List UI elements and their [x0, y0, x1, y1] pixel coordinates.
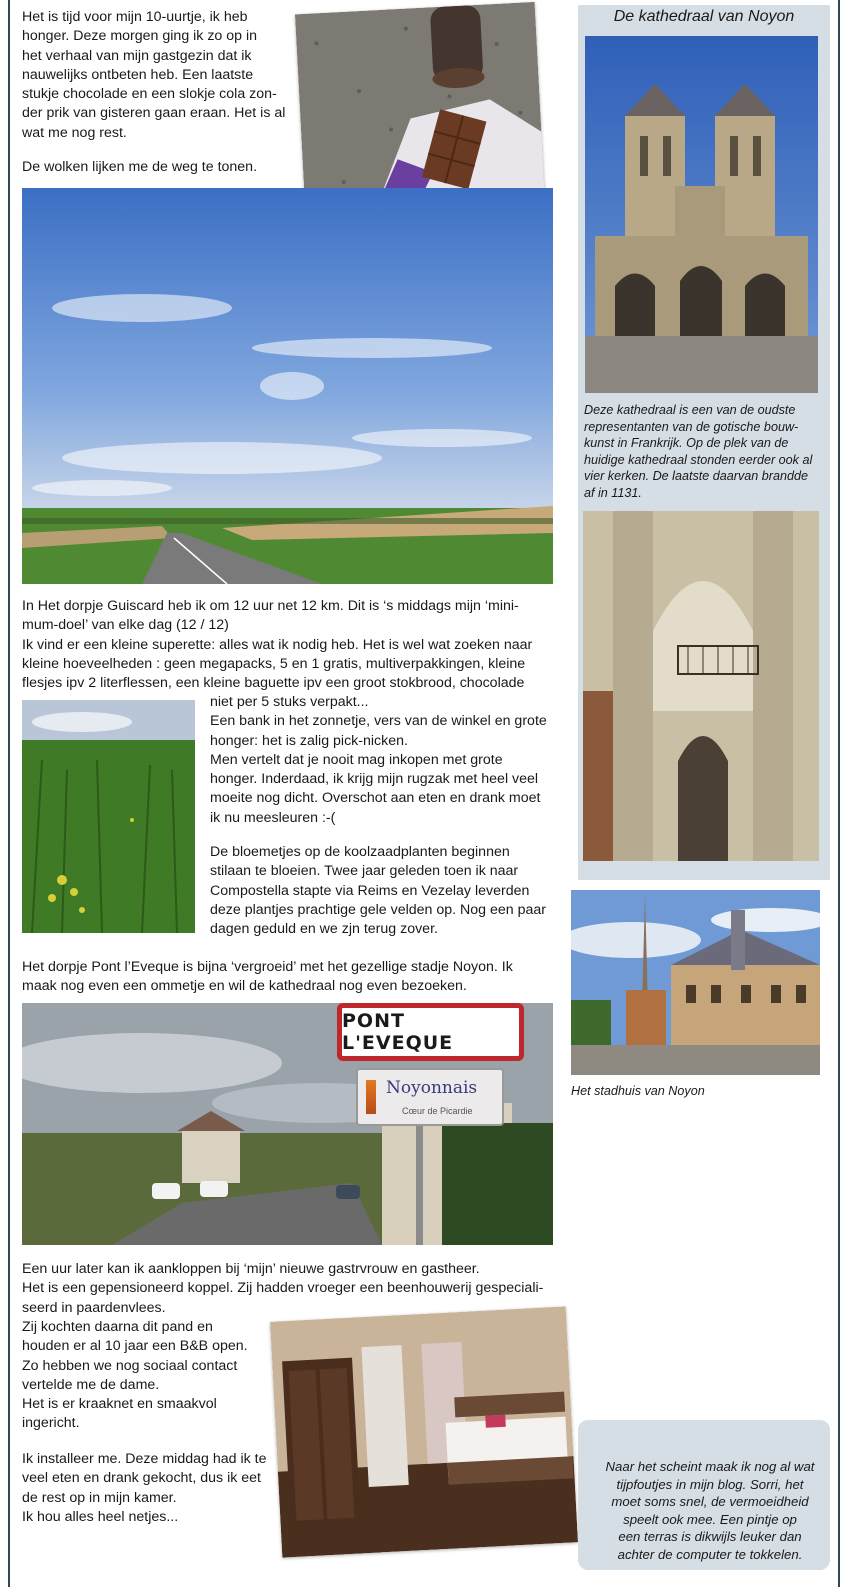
rapeseed-photo: [22, 700, 195, 933]
page-border-left: [8, 0, 10, 1587]
chocolate-photo: [295, 2, 545, 214]
city-hall-caption: Het stadhuis van Noyon: [571, 1084, 705, 1098]
pays-noyonnais-sign: [356, 1068, 504, 1126]
paragraph-snack: Het is tijd voor mijn 10-uurtje, ik heb honger. Deze morgen ging ik zo op in het verhaal van mijn gastgezin dat ik nauwelijks ontbeten heb. Een laatste stukje chocolade en een slokje cola zon- der prik van gisteren gaan eraan. Het is al wat me nog rest.: [22, 9, 286, 141]
paragraph-clouds: De wolken lijken me de weg te tonen.: [22, 159, 258, 175]
paragraph-hosts: Een uur later kan ik aankloppen bij ‘mijn’ nieuwe gastrvrouw en gastheer. Het is een gepensioneerd koppel. Zij hadden vroeger een beenhouwerij gespeciali- seerd in paardenvlees.: [22, 1261, 544, 1316]
pays-sign-logo-icon: [366, 1080, 376, 1114]
road-sky-photo: [22, 188, 553, 584]
sidebar-title: De kathedraal van Noyon: [613, 8, 795, 25]
cathedral-interior-photo: [583, 511, 819, 861]
typo-note-text: Naar het scheint maak ik nog al wat tijpfoutjes in mijn blog. Sorri, het moet soms snel, de vermoeidheid speelt ook mee. Een pintje op een terras is dikwijls leuker dan achter de computer te tokkelen.: [605, 1459, 815, 1562]
paragraph-bnb: Zij kochten daarna dit pand en houden er al 10 jaar een B&B open. Zo hebben we nog sociaal contact vertelde me de dame. Het is er kraaknet en smaakvol ingericht.: [22, 1319, 248, 1432]
city-hall-photo: [571, 890, 820, 1075]
pays-sign-brand: Noyonnais: [386, 1078, 478, 1098]
page-border-right: [838, 0, 840, 1587]
paragraph-pont-leveque: Het dorpje Pont l’Eveque is bijna ‘vergroeid’ met het gezellige stadje Noyon. Ik maak nog even een ommetje en wil de kathedraal nog even bezoeken.: [22, 959, 513, 995]
pays-sign-subtitle: Cœur de Picardie: [402, 1106, 473, 1116]
paragraph-room: Ik installeer me. Deze middag had ik te veel eten en drank gekocht, dus ik eet de rest op in mijn kamer. Ik hou alles heel netjes...: [22, 1451, 267, 1525]
town-sign: [337, 1003, 524, 1061]
cathedral-caption: Deze kathedraal is een van de oudste representanten van de gotische bouw- kunst in Frankrijk. Op de plek van de huidige kathedraal stonden eerder ook al vier kerken. De laatste daarvan brandde af in 1131.: [584, 403, 813, 500]
paragraph-flowers: De bloemetjes op de koolzaadplanten beginnen stilaan te bloeien. Twee jaar geleden toen ik naar Compostella stapte via Reims en Vezelay leverden deze plantjes prachtige gele velden op. Nog een paar dagen geduld en we zjn terug zover.: [210, 844, 547, 938]
town-sign-text: PONT L'EVEQUE: [342, 1010, 454, 1054]
bedroom-photo: [270, 1306, 578, 1557]
cathedral-facade-photo: [585, 36, 818, 393]
paragraph-guiscard: In Het dorpje Guiscard heb ik om 12 uur net 12 km. Dit is ‘s middags mijn ‘mini- mum-doel’ van elke dag (12 / 12) Ik vind er een kleine superette: alles wat ik nodig heb. Het is wel wat zoeken naar kleine hoeveelheden : geen megapacks, 5 en 1 gratis, multiverpakkingen, kleine flesjes ipv 2 literflessen, een kleine baguette ipv een groot stokbrood, chocolade: [22, 598, 533, 692]
paragraph-picnic: niet per 5 stuks verpakt... Een bank in het zonnetje, vers van de winkel en grote honger: het is zalig pick-nicken. Men vertelt dat je nooit mag inkopen met grote honger. Inderdaad, ik krijg mijn rugzak met heel veel moeite nog dicht. Overschot aan eten en drank moet ik nu meesleuren :-(: [210, 694, 547, 826]
